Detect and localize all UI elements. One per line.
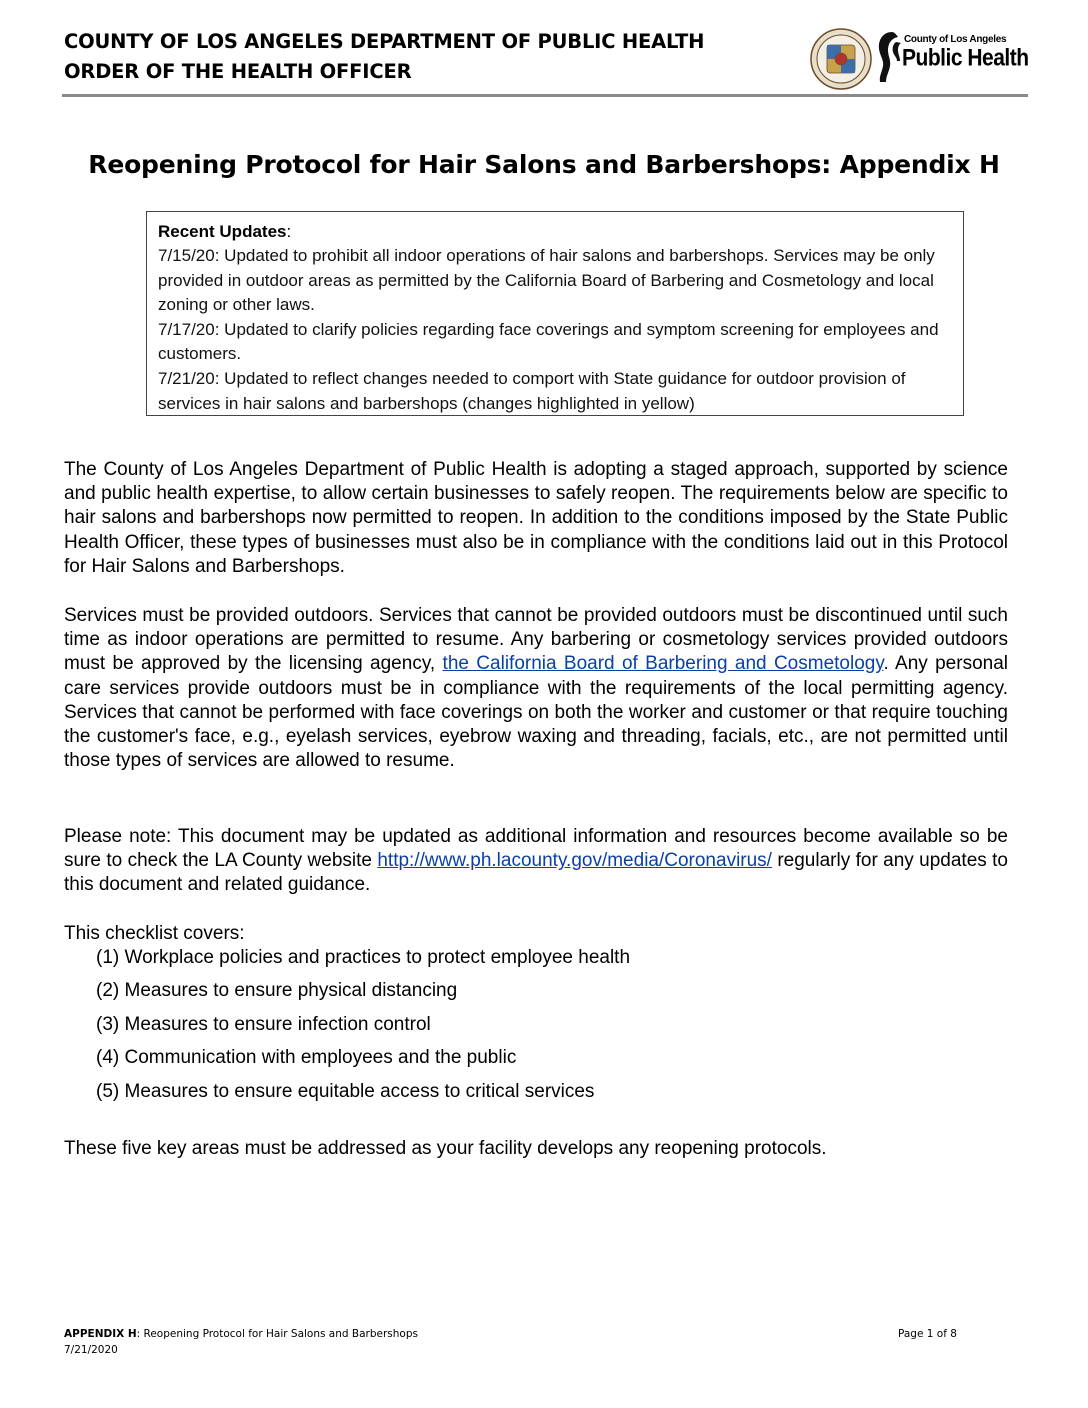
checklist-item: (4) Communication with employees and the public	[96, 1047, 517, 1069]
header-divider	[62, 94, 1028, 97]
checklist-item: (5) Measures to ensure equitable access to critical services	[96, 1080, 595, 1102]
outdoor-services-paragraph: Services must be provided outdoors. Services that cannot be provided outdoors must be discontinued until such time as indoor operations are permitted to resume. Any barbering or cosmetology services provided outdoors must be approved by the licensing agency, the California Board of Barbering and Cosmetology. Any personal care services provide outdoors must be in compliance with the requirements of the local permitting agency. Services that cannot be performed with face coverings on both the worker and customer or that require touching the customer's face, e.g., eyelash services, eyebrow waxing and threading, facials, etc., are not permitted until those types of services are allowed to resume.	[64, 605, 1008, 772]
recent-updates-box	[146, 211, 964, 416]
update-item: 7/17/20: Updated to clarify policies regarding face coverings and symptom screening for employees and customers.	[158, 319, 939, 364]
checklist-item: (3) Measures to ensure infection control	[96, 1013, 431, 1035]
header-department: COUNTY OF LOS ANGELES DEPARTMENT OF PUBLIC HEALTH	[64, 30, 705, 53]
checklist-item: (1) Workplace policies and practices to protect employee health	[96, 947, 631, 968]
checklist-item: (2) Measures to ensure physical distancing	[96, 980, 458, 1002]
header-order: ORDER OF THE HEALTH OFFICER	[64, 60, 412, 83]
update-item: 7/15/20: Updated to prohibit all indoor operations of hair salons and barbershops. Services may be only provided in outdoor areas as permitted by the California Board of Barbering and Cosmetology and local zoning or other laws.	[158, 246, 935, 315]
footer-date: 7/21/2020	[64, 1344, 118, 1356]
barbering-board-link[interactable]: the California Board of Barbering and Cosmetology	[442, 653, 884, 675]
closing-paragraph: These five key areas must be addressed as your facility develops any reopening protocols.	[64, 1138, 827, 1159]
county-seal-icon	[810, 28, 872, 90]
checklist-intro: This checklist covers:	[64, 923, 245, 944]
footer-document-label: APPENDIX H: Reopening Protocol for Hair Salons and Barbershops	[64, 1328, 418, 1340]
page-title: Reopening Protocol for Hair Salons and Barbershops: Appendix H	[88, 150, 1000, 179]
document-header	[64, 28, 1030, 98]
footer-page-number: Page 1 of 8	[898, 1328, 957, 1340]
checklist	[96, 946, 630, 1113]
la-county-website-link[interactable]: http://www.ph.lacounty.gov/media/Coronavirus/	[377, 850, 772, 872]
intro-paragraph: The County of Los Angeles Department of Public Health is adopting a staged approach, supported by science and public health expertise, to allow certain businesses to safely reopen. The requirements below are specific to hair salons and barbershops now permitted to reopen. In addition to the conditions imposed by the State Public Health Officer, these types of businesses must also be in compliance with the conditions laid out in this Protocol for Hair Salons and Barbershops.	[64, 459, 1008, 577]
recent-updates-heading: Recent Updates:	[158, 222, 292, 241]
public-health-logo	[876, 30, 1030, 86]
please-note-paragraph: Please note: This document may be updated as additional information and resources become available so be sure to check the LA County website http://www.ph.lacounty.gov/media/Coronavirus/ regularly for any updates to this document and related guidance.	[64, 826, 1009, 896]
update-item: 7/21/20: Updated to reflect changes needed to comport with State guidance for outdoor provision of services in hair salons and barbershops (changes highlighted in yellow)	[158, 368, 906, 413]
logo-county-text: County of Los Angeles	[904, 34, 1007, 45]
logo-public-health-text: Public Health	[902, 45, 1029, 72]
